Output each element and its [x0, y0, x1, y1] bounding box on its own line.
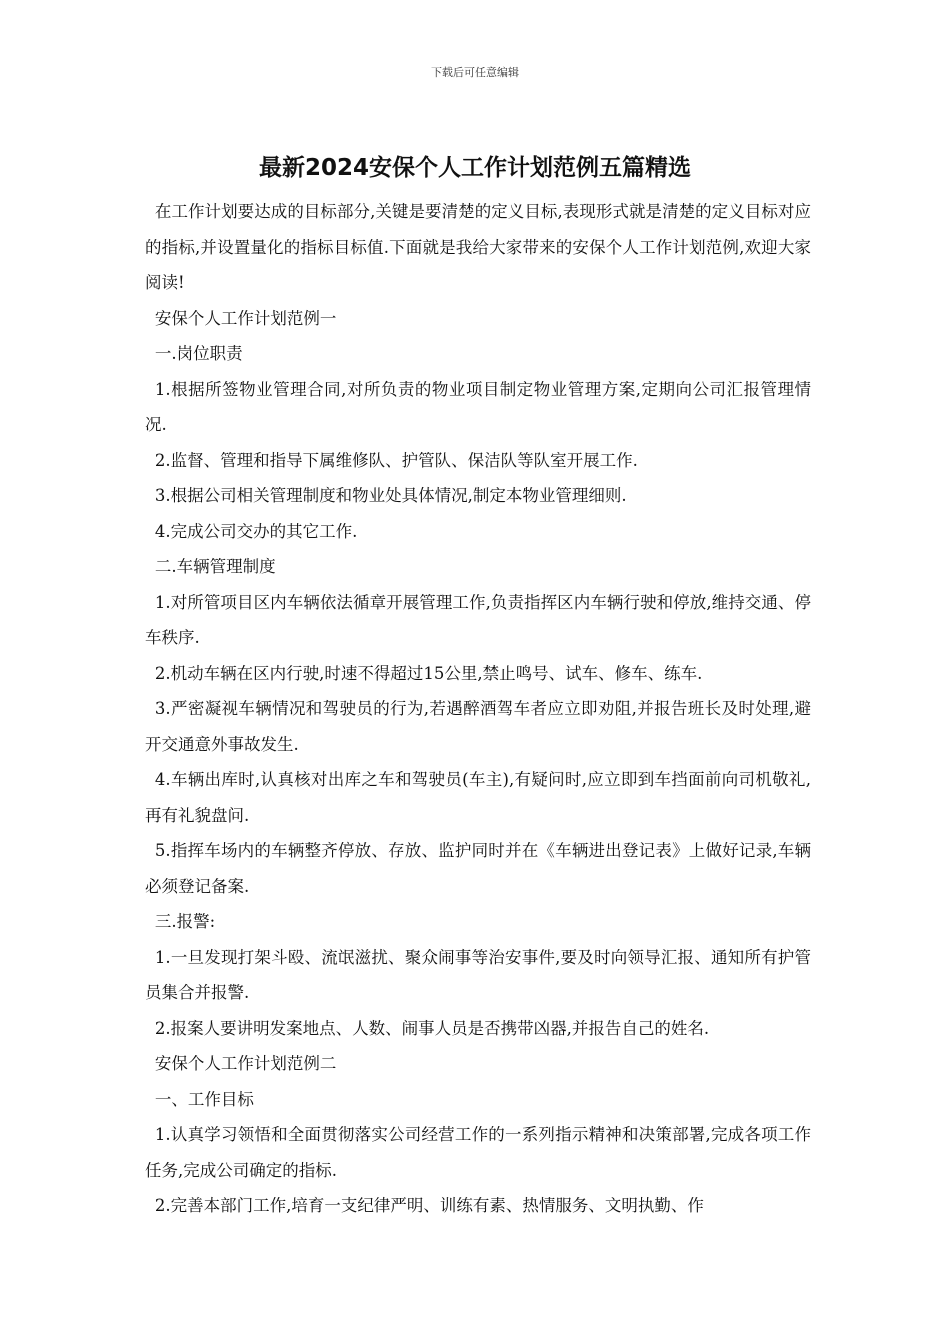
list-item: 4.完成公司交办的其它工作. — [154, 521, 358, 541]
list-item: 5.指挥车场内的车辆整齐停放、存放、监护同时并在《车辆进出登记表》上做好记录,车辆必须登记备案. — [145, 841, 811, 896]
subsection-heading: 一.岗位职责 — [154, 344, 243, 363]
list-item: 1.一旦发现打架斗殴、流氓滋扰、聚众闹事等治安事件,要及时向领导汇报、通知所有护管员集合并报警. — [145, 947, 811, 1002]
list-item: 1.对所管项目区内车辆依法循章开展管理工作,负责指挥区内车辆行驶和停放,维持交通、停车秩序. — [145, 592, 811, 647]
document-body — [145, 194, 811, 1224]
subsection-heading: 二.车辆管理制度 — [154, 557, 276, 576]
list-item: 3.严密凝视车辆情况和驾驶员的行为,若遇醉酒驾车者应立即劝阻,并报告班长及时处理,避开交通意外事故发生. — [145, 699, 811, 754]
list-item: 2.完善本部门工作,培育一支纪律严明、训练有素、热情服务、文明执勤、作 — [154, 1196, 704, 1215]
list-item: 4.车辆出库时,认真核对出库之车和驾驶员(车主),有疑问时,应立即到车挡面前向司机敬礼,再有礼貌盘问. — [145, 770, 811, 825]
subsection-heading: 一、工作目标 — [154, 1089, 254, 1109]
subsection-heading: 三.报警: — [154, 912, 216, 931]
section-heading: 安保个人工作计划范例二 — [154, 1054, 337, 1073]
list-item: 3.根据公司相关管理制度和物业处具体情况,制定本物业管理细则. — [154, 486, 627, 505]
section-heading: 安保个人工作计划范例一 — [154, 308, 337, 328]
list-item: 2.监督、管理和指导下属维修队、护管队、保洁队等队室开展工作. — [154, 450, 638, 470]
intro-paragraph: 在工作计划要达成的目标部分,关键是要清楚的定义目标,表现形式就是清楚的定义目标对应的指标,并设置量化的指标目标值.下面就是我给大家带来的安保个人工作计划范例,欢迎大家阅读! — [145, 202, 811, 292]
list-item: 2.机动车辆在区内行驶,时速不得超过15公里,禁止鸣号、试车、修车、练车. — [154, 663, 703, 683]
list-item: 2.报案人要讲明发案地点、人数、闹事人员是否携带凶器,并报告自己的姓名. — [154, 1018, 710, 1038]
list-item: 1.认真学习领悟和全面贯彻落实公司经营工作的一系列指示精神和决策部署,完成各项工作任务,完成公司确定的指标. — [145, 1125, 811, 1180]
page-header-note: 下载后可任意编辑 — [431, 66, 519, 79]
list-item: 1.根据所签物业管理合同,对所负责的物业项目制定物业管理方案,定期向公司汇报管理情况. — [145, 379, 811, 434]
document-title: 最新2024安保个人工作计划范例五篇精选 — [258, 155, 691, 181]
